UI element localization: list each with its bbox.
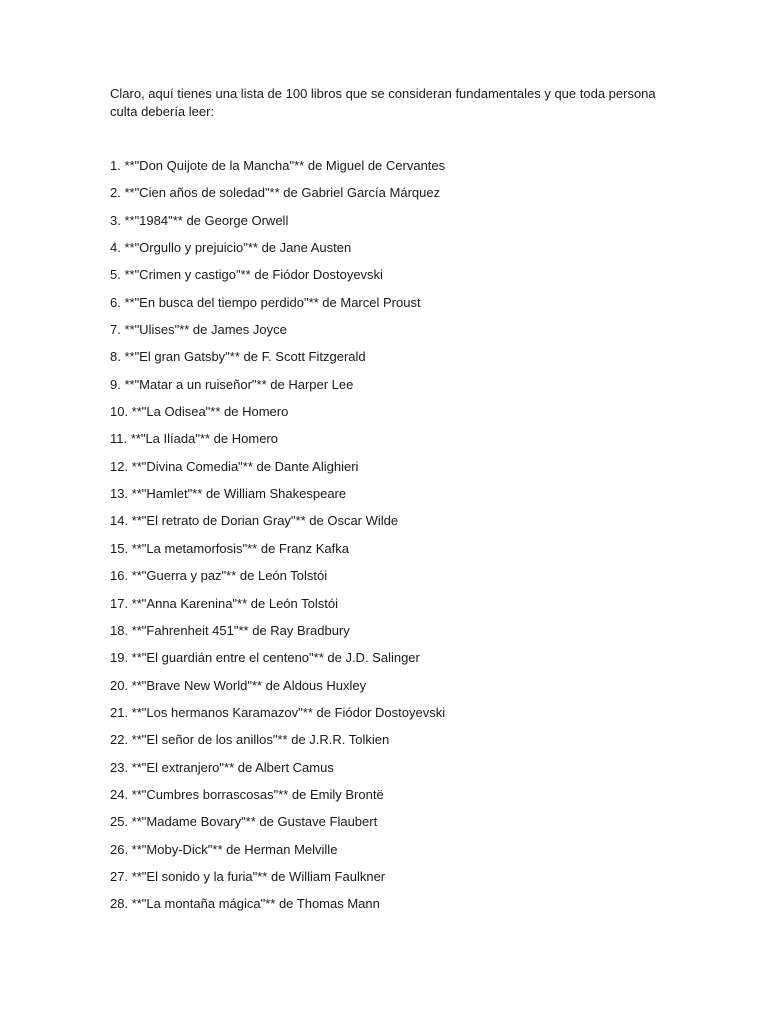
list-item: 20. **"Brave New World"** de Aldous Huxley [110,677,367,693]
list-item: 18. **"Fahrenheit 451"** de Ray Bradbury [110,622,350,638]
list-item: 10. **"La Odisea"** de Homero [110,404,289,420]
list-item: 11. **"La Ilíada"** de Homero [110,431,278,447]
book-list [110,157,445,923]
list-item: 24. **"Cumbres borrascosas"** de Emily Brontë [110,786,384,802]
list-item: 9. **"Matar a un ruiseñor"** de Harper Lee [110,376,354,392]
list-item: 22. **"El señor de los anillos"** de J.R.R. Tolkien [110,732,390,748]
list-item: 3. **"1984"** de George Orwell [110,212,289,228]
list-item: 19. **"El guardián entre el centeno"** de J.D. Salinger [110,650,420,666]
list-item: 27. **"El sonido y la furia"** de William Faulkner [110,868,386,884]
intro-paragraph: Claro, aquí tienes una lista de 100 libros que se consideran fundamentales y que toda persona culta debería leer: [110,86,656,119]
list-item: 4. **"Orgullo y prejuicio"** de Jane Austen [110,240,352,256]
list-item: 8. **"El gran Gatsby"** de F. Scott Fitzgerald [110,349,366,365]
list-item: 28. **"La montaña mágica"** de Thomas Mann [110,896,380,912]
list-item: 12. **"Divina Comedia"** de Dante Alighieri [110,458,359,474]
list-item: 13. **"Hamlet"** de William Shakespeare [110,486,347,502]
list-item: 6. **"En busca del tiempo perdido"** de Marcel Proust [110,294,421,310]
list-item: 1. **"Don Quijote de la Mancha"** de Miguel de Cervantes [110,158,446,173]
list-item: 26. **"Moby-Dick"** de Herman Melville [110,841,338,857]
list-item: 14. **"El retrato de Dorian Gray"** de Oscar Wilde [110,513,399,529]
list-item: 16. **"Guerra y paz"** de León Tolstói [110,568,328,584]
list-item: 5. **"Crimen y castigo"** de Fiódor Dostoyevski [110,267,383,283]
list-item: 25. **"Madame Bovary"** de Gustave Flaubert [110,814,378,830]
list-item: 23. **"El extranjero"** de Albert Camus [110,759,334,775]
list-item: 21. **"Los hermanos Karamazov"** de Fiódor Dostoyevski [110,704,446,720]
list-item: 2. **"Cien años de soledad"** de Gabriel García Márquez [110,185,441,201]
list-item: 15. **"La metamorfosis"** de Franz Kafka [110,540,350,556]
list-item: 17. **"Anna Karenina"** de León Tolstói [110,595,338,611]
list-item: 7. **"Ulises"** de James Joyce [110,322,287,338]
